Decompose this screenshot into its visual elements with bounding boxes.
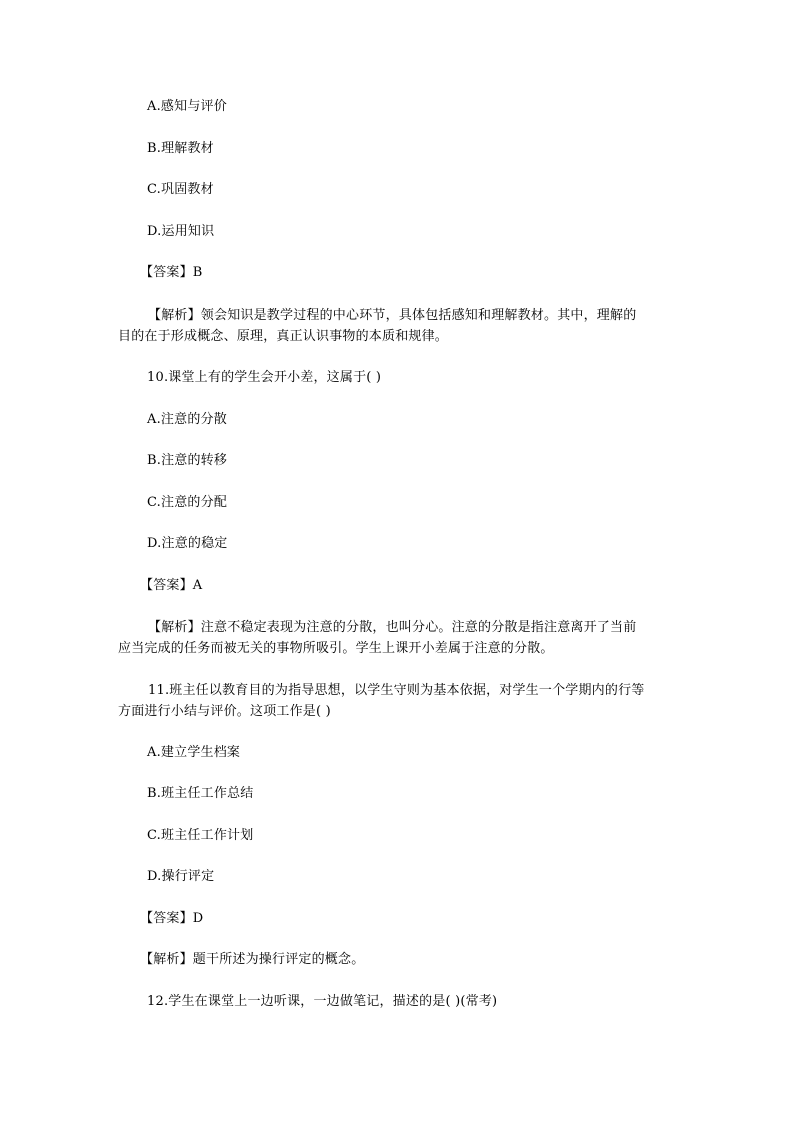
- q10-option-a: A.注意的分散: [147, 412, 227, 427]
- q11-question: [118, 680, 648, 722]
- q10-analysis: [118, 617, 648, 659]
- q10-analysis-line-1: 【解析】注意不稳定表现为注意的分散，也叫分心。注意的分散是指注意离开了当前: [148, 620, 637, 635]
- q11-question-line-1: 11.班主任以教育目的为指导思想，以学生守则为基本依据，对学生一个学期内的行等: [148, 683, 645, 698]
- q11-option-a: A.建立学生档案: [147, 745, 241, 760]
- q12-question: 12.学生在课堂上一边听课，一边做笔记，描述的是( )(常考): [147, 994, 498, 1009]
- q10-option-b: B.注意的转移: [147, 453, 228, 468]
- q9-option-c: C.巩固教材: [147, 182, 214, 197]
- q11-analysis: 【解析】题干所述为操行评定的概念。: [140, 952, 365, 967]
- q11-answer: 【答案】D: [140, 911, 204, 926]
- q9-option-a: A.感知与评价: [147, 99, 227, 114]
- q9-option-b: B.理解教材: [147, 141, 214, 156]
- q11-option-b: B.班主任工作总结: [147, 786, 254, 801]
- q10-option-d: D.注意的稳定: [147, 536, 228, 551]
- q10-option-c: C.注意的分配: [147, 495, 228, 510]
- q9-option-d: D.运用知识: [147, 224, 215, 239]
- q11-option-d: D.操行评定: [147, 869, 215, 884]
- q9-analysis-line-2: 目的在于形成概念、原理，真正认识事物的本质和规律。: [118, 329, 449, 344]
- q10-question: 10.课堂上有的学生会开小差，这属于( ): [147, 370, 382, 385]
- q9-analysis-line-1: 【解析】领会知识是教学过程的中心环节，具体包括感知和理解教材。其中，理解的: [148, 308, 637, 323]
- q10-answer: 【答案】A: [140, 578, 203, 593]
- q11-option-c: C.班主任工作计划: [147, 828, 254, 843]
- q10-analysis-line-2: 应当完成的任务而被无关的事物所吸引。学生上课开小差属于注意的分散。: [118, 641, 554, 656]
- q9-analysis: [118, 305, 648, 347]
- q11-question-line-2: 方面进行小结与评价。这项工作是( ): [118, 704, 331, 719]
- q9-answer: 【答案】B: [140, 265, 203, 280]
